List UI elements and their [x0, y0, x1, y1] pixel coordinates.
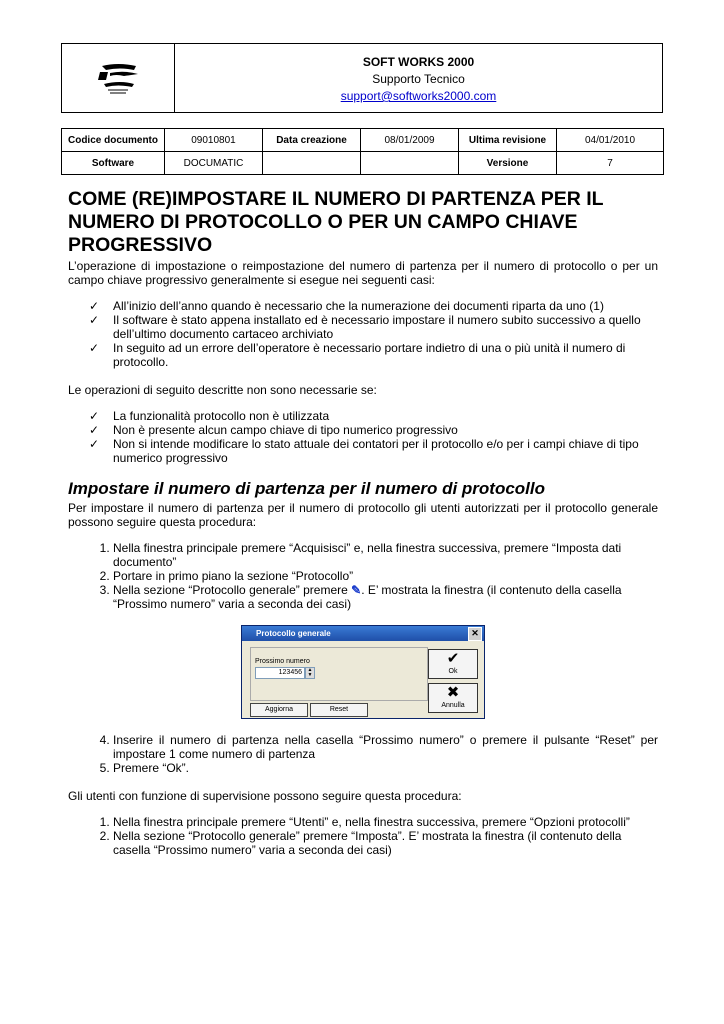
meta-label	[263, 152, 361, 175]
table-row	[62, 129, 664, 152]
list-item: 2. Nella sezione “Protocollo generale” premere “Imposta”. E’ mostrata la finestra (il contenuto della casella “Prossimo numero” varia a seconda dei casi)	[113, 829, 658, 857]
close-icon[interactable]: ✕	[468, 627, 482, 641]
table-row	[62, 152, 664, 175]
dialog-field-group	[250, 647, 428, 701]
checkmark-icon: ✓	[89, 437, 100, 451]
company-info	[175, 44, 662, 112]
document-body	[68, 188, 658, 869]
meta-label: Codice documento	[62, 129, 165, 152]
list-item: 1. Nella finestra principale premere “Utenti” e, nella finestra successiva, premere “Opzioni protocolli”	[113, 815, 658, 829]
checkmark-icon: ✔	[446, 650, 460, 667]
list-item: 4. Inserire il numero di partenza nella casella “Prossimo numero” o premere il pulsante “Reset” per impostare 1 come numero di partenza	[113, 733, 658, 761]
meta-label: Data creazione	[263, 129, 361, 152]
meta-label: Software	[62, 152, 165, 175]
logo-icon	[94, 58, 142, 98]
meta-value	[361, 152, 459, 175]
protocol-dialog	[241, 625, 485, 719]
section-intro: Per impostare il numero di partenza per il numero di protocollo gli utenti autorizzati per il protocollo generale possono seguire questa procedura:	[68, 501, 658, 529]
checkmark-icon: ✓	[89, 313, 100, 327]
steps-list-b	[68, 733, 658, 775]
list-item: 1. Nella finestra principale premere “Acquisisci” e, nella finestra successiva, premere “Imposta dati documento”	[113, 541, 658, 569]
next-number-label: Prossimo numero	[255, 658, 310, 665]
list-item: 2. Portare in primo piano la sezione “Protocollo”	[113, 569, 658, 583]
list-item: ✓ Il software è stato appena installato ed è necessario impostare il numero subito successivo a quello dell’ultimo documento cartaceo archiviato	[89, 313, 641, 341]
meta-value: DOCUMATIC	[165, 152, 263, 175]
document-header	[61, 43, 663, 113]
meta-label: Ultima revisione	[459, 129, 557, 152]
ok-button[interactable]: ✔ Ok	[428, 649, 478, 679]
list-item: ✓ In seguito ad un errore dell’operatore è necessario portare indietro di una o più unità il numero di protocollo.	[89, 341, 626, 369]
steps-list-c	[68, 815, 658, 857]
list-item: ✓ La funzionalità protocollo non è utilizzata	[89, 409, 330, 423]
checkmark-icon: ✓	[89, 423, 100, 437]
company-department: Supporto Tecnico	[372, 72, 465, 86]
meta-value: 08/01/2009	[361, 129, 459, 152]
not-needed-intro: Le operazioni di seguito descritte non sono necessarie se:	[68, 383, 377, 397]
spinner-icon[interactable]: ▲ ▼	[305, 667, 315, 679]
document-meta-table	[61, 128, 664, 175]
company-name: SOFT WORKS 2000	[362, 55, 475, 69]
reset-button[interactable]: Reset	[310, 703, 368, 717]
supervisor-intro: Gli utenti con funzione di supervisione possono seguire questa procedura:	[68, 789, 462, 803]
company-logo	[62, 44, 175, 112]
list-item: 5. Premere “Ok”.	[113, 761, 658, 775]
list-item: ✓ Non è presente alcun campo chiave di tipo numerico progressivo	[89, 423, 458, 437]
close-icon: ✖	[446, 684, 460, 701]
not-needed-list	[68, 409, 658, 465]
annulla-button[interactable]: ✖ Annulla	[428, 683, 478, 713]
dialog-title-bar	[242, 626, 484, 641]
list-item: ✓ Non si intende modificare lo stato attuale dei contatori per il protocollo e/o per i campi chiave di tipo numerico progressivo	[89, 437, 639, 465]
page-title: COME (RE)IMPOSTARE IL NUMERO DI PARTENZA PER IL NUMERO DI PROTOCOLLO O PER UN CAMPO CHIAVE PROGRESSIVO	[68, 188, 604, 256]
meta-value: 04/01/2010	[557, 129, 664, 152]
list-item: 3. Nella sezione “Protocollo generale” premere ✎. E’ mostrata la finestra (il contenuto della casella “Prossimo numero” varia a seconda dei casi)	[113, 583, 658, 611]
meta-value: 09010801	[165, 129, 263, 152]
cases-list	[68, 299, 658, 369]
dialog-title: Protocollo generale	[256, 629, 331, 638]
list-item: ✓ All’inizio dell’anno quando è necessario che la numerazione dei documenti riparta da uno (1)	[89, 299, 604, 313]
steps-list-a	[68, 541, 658, 611]
pencil-icon: ✎	[351, 583, 362, 597]
checkmark-icon: ✓	[89, 341, 100, 355]
meta-label: Versione	[459, 152, 557, 175]
dialog-screenshot	[68, 625, 658, 719]
meta-value: 7	[557, 152, 664, 175]
intro-paragraph: L’operazione di impostazione o reimpostazione del numero di partenza per il numero di protocollo o per un campo chiave progressivo generalmente si esegue nei seguenti casi:	[68, 259, 658, 287]
checkmark-icon: ✓	[89, 409, 100, 423]
section-title: Impostare il numero di partenza per il numero di protocollo	[68, 479, 546, 498]
aggiorna-button[interactable]: Aggiorna	[250, 703, 308, 717]
support-email-link[interactable]: support@softworks2000.com	[340, 89, 497, 103]
checkmark-icon: ✓	[89, 299, 100, 313]
next-number-input[interactable]: 123456	[255, 667, 305, 679]
